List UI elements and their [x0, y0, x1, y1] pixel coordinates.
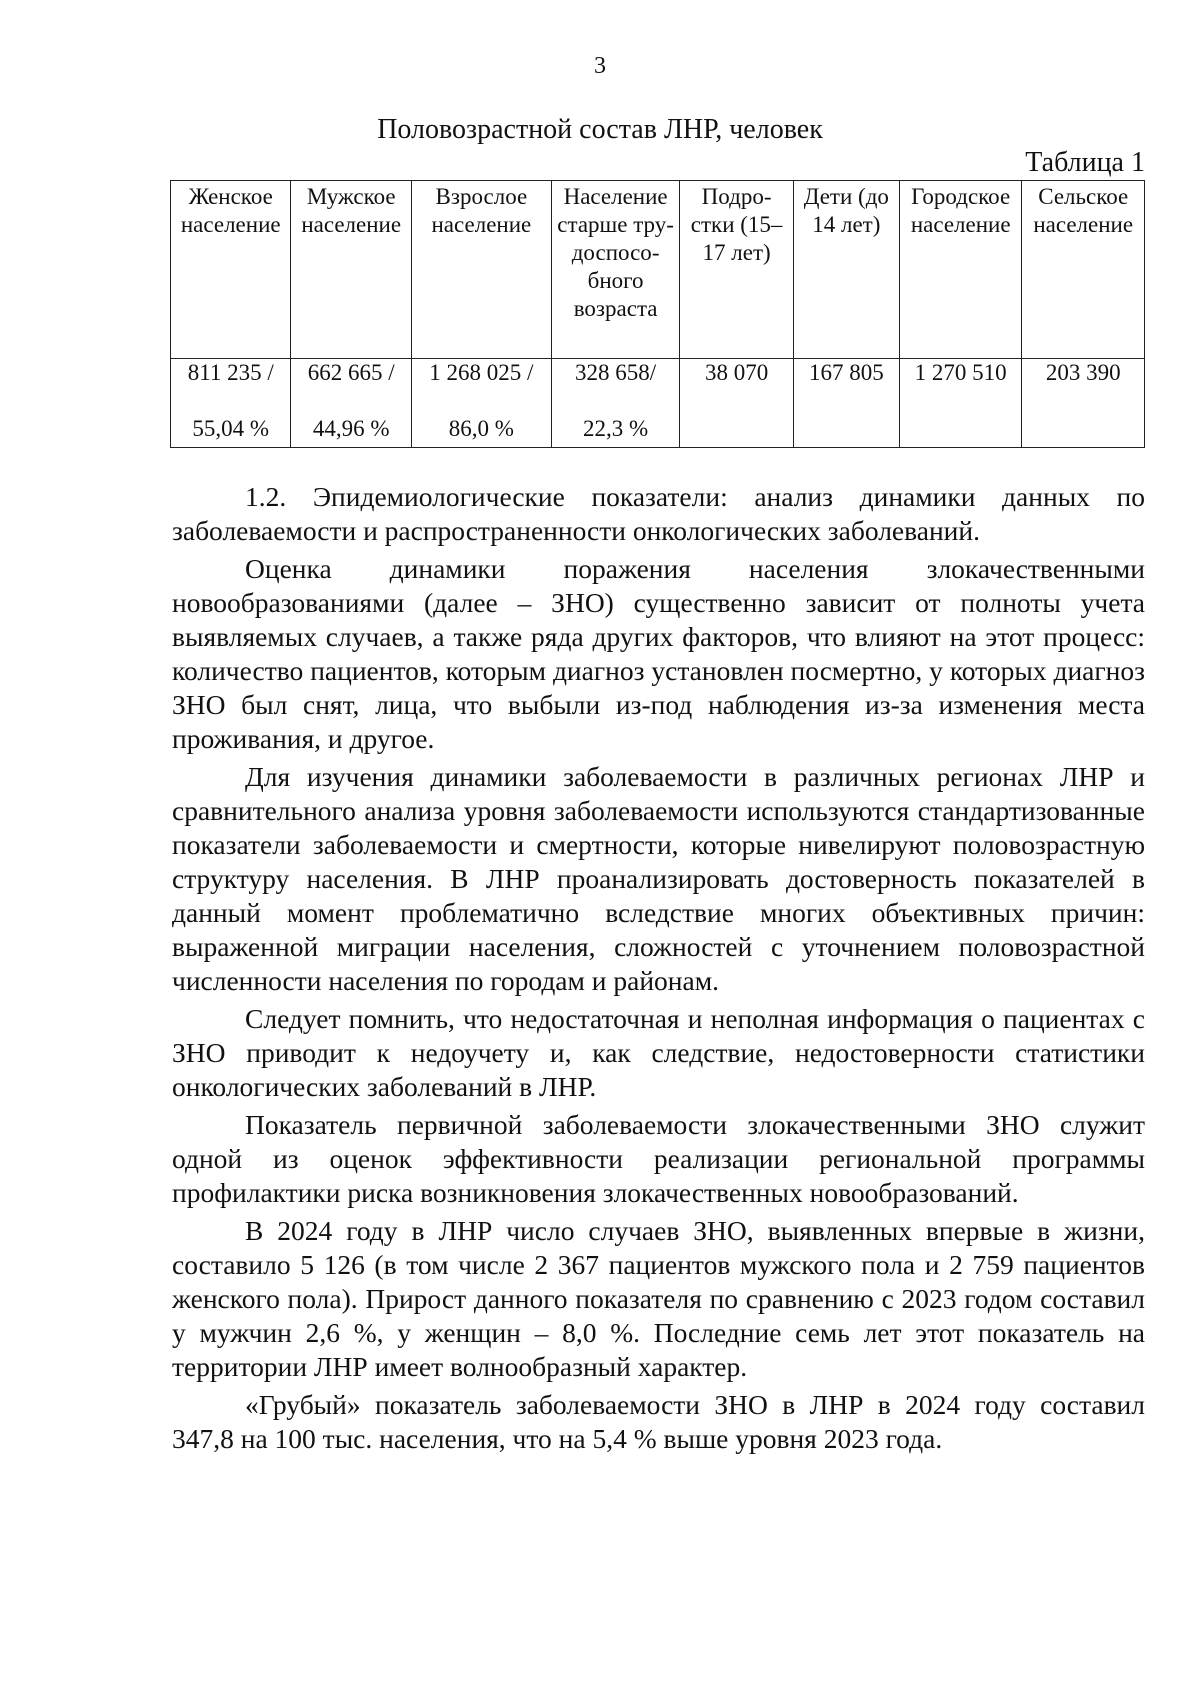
- header-teens: Подростки (15–17 лет): [680, 181, 793, 359]
- cell-male: 662 665 / 44,96 %: [291, 359, 411, 448]
- table-row: [171, 359, 1145, 448]
- header-children: Дети (до 14 лет): [793, 181, 899, 359]
- table-header-row: [171, 181, 1145, 359]
- page-number: 3: [594, 53, 606, 79]
- cell-children: 167 805: [793, 359, 899, 448]
- population-table: [170, 180, 1145, 448]
- header-rural: Сельское население: [1022, 181, 1145, 359]
- paragraph: Показатель первичной заболеваемости злокачественными ЗНО служит одной из оценок эффективности реализации региональной программы профилактики риска возникновения злокачественных новообразований.: [172, 1109, 1145, 1208]
- paragraph-section-heading: 1.2. Эпидемиологические показатели: анализ динамики данных по заболеваемости и распространенности онкологических заболеваний.: [172, 481, 1145, 546]
- header-urban: Городское население: [899, 181, 1022, 359]
- paragraph: Для изучения динамики заболеваемости в различных регионах ЛНР и сравнительного анализа уровня заболеваемости используются стандартизованные показатели заболеваемости и смертности, которые нивелируют половозрастную структуру населения. В ЛНР проанализировать достоверность показателей в данный момент проблематично вследствие многих объективных причин: выраженной миграции населения, сложностей с уточнением половозрастной численности населения по городам и районам.: [172, 761, 1145, 996]
- header-female: Женское население: [171, 181, 291, 359]
- cell-elderly: 328 658/ 22,3 %: [551, 359, 680, 448]
- cell-adult: 1 268 025 / 86,0 %: [411, 359, 551, 448]
- paragraph: Следует помнить, что недостаточная и неполная информация о пациентах с ЗНО приводит к недоучету и, как следствие, недостоверности статистики онкологических заболеваний в ЛНР.: [172, 1003, 1145, 1102]
- paragraph: Оценка динамики поражения населения злокачественными новообразованиями (далее – ЗНО) существенно зависит от полноты учета выявляемых случаев, а также ряда других факторов, что влияют на этот процесс: количество пациентов, которым диагноз установлен посмертно, у которых диагноз ЗНО был снят, лица, что выбыли из-под наблюдения из-за изменения места проживания, и другое.: [172, 553, 1145, 754]
- header-elderly: Население старше трудоспособного возраста: [551, 181, 680, 359]
- cell-teens: 38 070: [680, 359, 793, 448]
- body-text: [172, 480, 1145, 1456]
- cell-female: 811 235 / 55,04 %: [171, 359, 291, 448]
- cell-urban: 1 270 510: [899, 359, 1022, 448]
- paragraph: В 2024 году в ЛНР число случаев ЗНО, выявленных впервые в жизни, составило 5 126 (в том числе 2 367 пациентов мужского пола и 2 759 пациентов женского пола). Прирост данного показателя по сравнению с 2023 годом составил у мужчин 2,6 %, у женщин – 8,0 %. Последние семь лет этот показатель на территории ЛНР имеет волнообразный характер.: [172, 1215, 1145, 1382]
- header-male: Мужское население: [291, 181, 411, 359]
- paragraph: «Грубый» показатель заболеваемости ЗНО в ЛНР в 2024 году составил 347,8 на 100 тыс. населения, что на 5,4 % выше уровня 2023 года.: [172, 1389, 1145, 1454]
- cell-rural: 203 390: [1022, 359, 1145, 448]
- table-label: Таблица 1: [1025, 147, 1145, 178]
- table-title: Половозрастной состав ЛНР, человек: [377, 114, 823, 145]
- header-adult: Взрослое население: [411, 181, 551, 359]
